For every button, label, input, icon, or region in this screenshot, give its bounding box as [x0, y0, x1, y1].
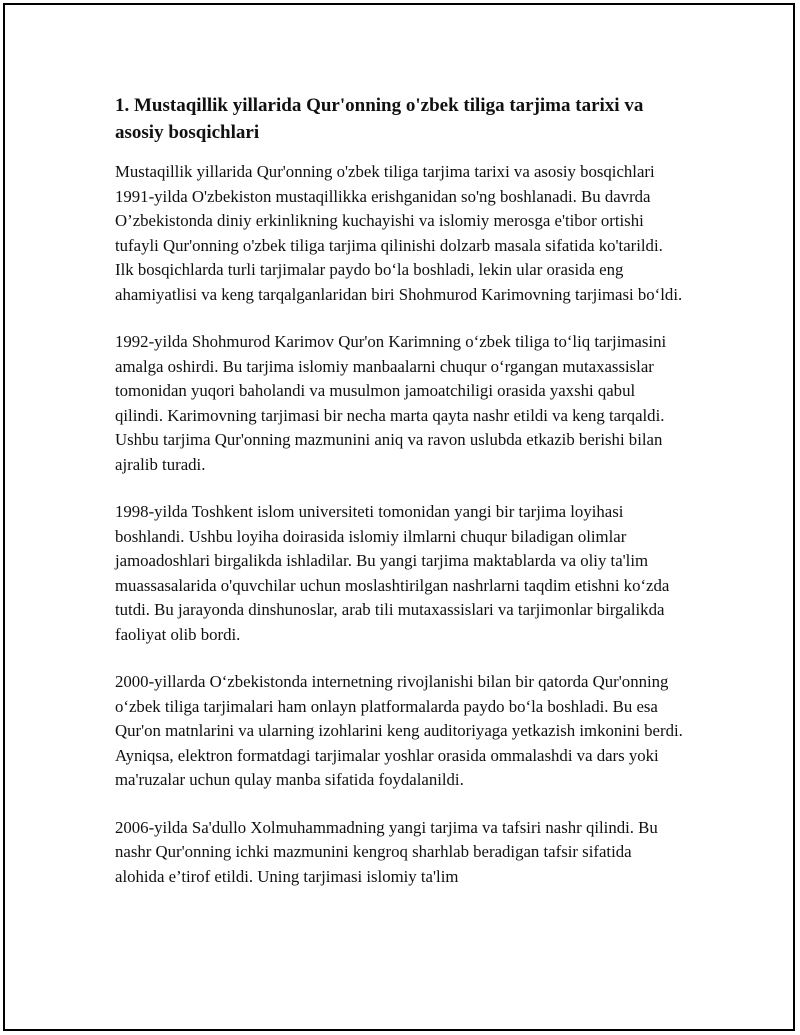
paragraph-2000s: 2000-yillarda O‘zbekistonda internetning rivojlanishi bilan bir qatorda Qur'onning o‘zbek tiliga tarjimalari ham onlayn platformalarda paydo bo‘la boshladi. Bu esa Qur'on matnlarini va ularning izohlarini keng auditoriyaga yetkazish imkonini berdi. Ayniqsa, elektron formatdagi tarjimalar yoshlar orasida ommalashdi va dars yoki ma'ruzalar uchun qulay manba sifatida foydalanildi.	[115, 672, 683, 789]
paragraph-1992: 1992-yilda Shohmurod Karimov Qur'on Karimning o‘zbek tiliga to‘liq tarjimasini amalga oshirdi. Bu tarjima islomiy manbaalarni chuqur o‘rgangan mutaxassislar tomonidan yuqori baholandi va musulmon jamoatchiligi orasida yaxshi qabul qilindi. Karimovning tarjimasi bir necha marta qayta nashr etildi va keng tarqaldi. Ushbu tarjima Qur'onning mazmunini aniq va ravon uslubda etkazib berishi bilan ajralib turadi.	[115, 332, 667, 474]
paragraph-1998: 1998-yilda Toshkent islom universiteti tomonidan yangi bir tarjima loyihasi boshlandi. Ushbu loyiha doirasida islomiy ilmlarni chuqur biladigan olimlar jamoadoshlari birgalikda ishladilar. Bu yangi tarjima maktablarda va oliy ta'lim muassasalarida o'quvchilar uchun moslashtirilgan nashrlarni taqdim etishni ko‘zda tutdi. Bu jarayonda dinshunoslar, arab tili mutaxassislari va tarjimonlar birgalikda faoliyat olib bordi.	[115, 502, 670, 644]
document-body	[115, 92, 685, 912]
paragraph-intro: Mustaqillik yillarida Qur'onning o'zbek tiliga tarjima tarixi va asosiy bosqichlari 1991-yilda O'zbekiston mustaqillikka erishganidan so'ng boshlanadi. Bu davrda O’zbekistonda diniy erkinlikning kuchayishi va islomiy merosga e'tibor ortishi tufayli Qur'onning o'zbek tiliga tarjima qilinishi dolzarb masala sifatida ko'tarildi. Ilk bosqichlarda turli tarjimalar paydo bo‘la boshladi, lekin ular orasida eng ahamiyatlisi va keng tarqalganlaridan biri Shohmurod Karimovning tarjimasi bo‘ldi.	[115, 162, 683, 304]
section-heading: 1. Mustaqillik yillarida Qur'onning o'zbek tiligа tarjima tarixi va asosiy bosqichlari	[115, 95, 644, 143]
paragraph-2006: 2006-yilda Sa'dullo Xolmuhammadning yangi tarjima va tafsiri nashr qilindi. Bu nashr Qur'onning ichki mazmunini kengroq sharhlab beradigan tafsir sifatida alohida e’tirof etildi. Uning tarjimasi islomiy ta'lim	[115, 817, 658, 886]
